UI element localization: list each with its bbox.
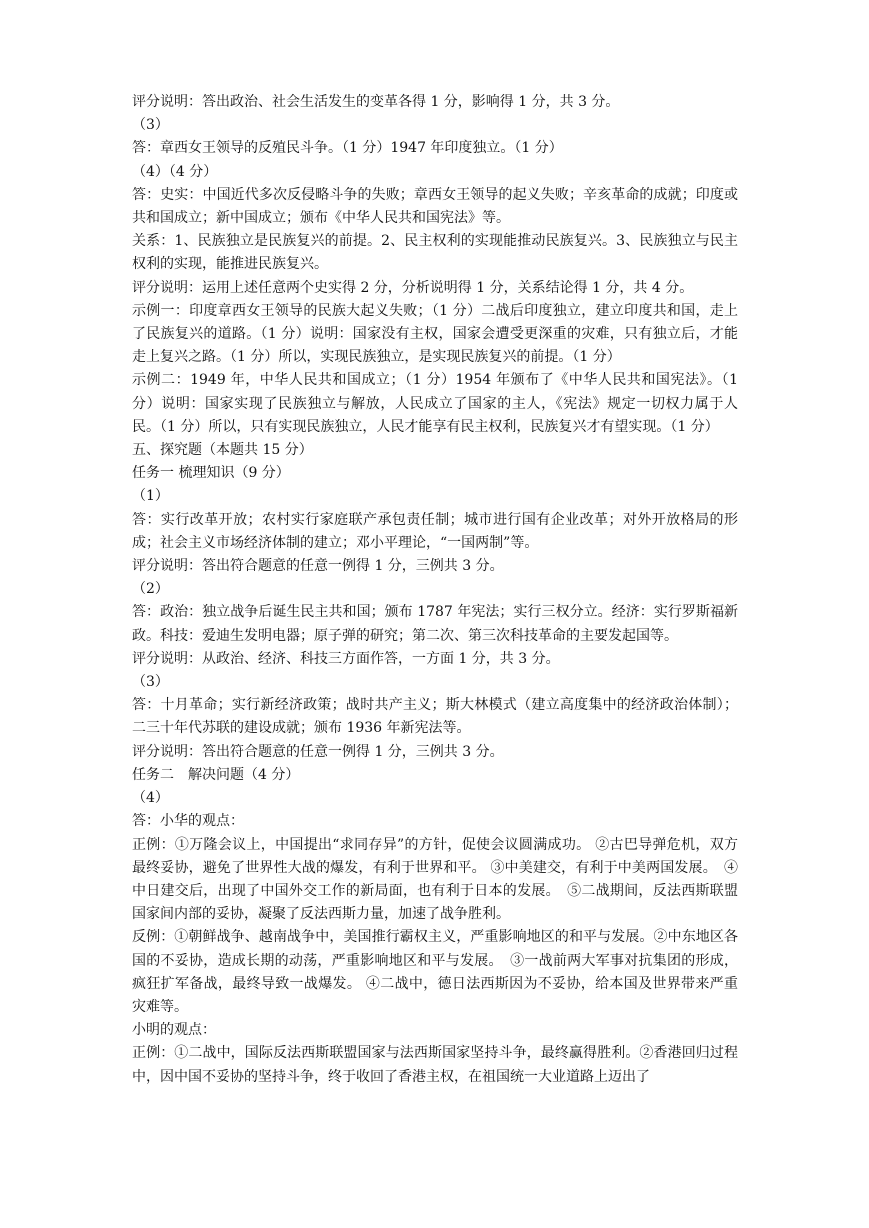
- text-paragraph: 正例：①二战中，国际反法西斯联盟国家与法西斯国家坚持斗争，最终赢得胜利。②香港回归过程中，因中国不妥协的坚持斗争，终于收回了香港主权，在祖国统一大业道路上迈出了: [132, 1045, 738, 1085]
- text-paragraph: 任务一 梳理知识（9 分）: [132, 465, 290, 482]
- text-paragraph: 示例一：印度章西女王领导的民族大起义失败；（1 分）二战后印度独立，建立印度共和国，走上了民族复兴的道路。（1 分）说明：国家没有主权，国家会遭受更深重的灾难，只有独立后，才能走上复兴之路。（1 分）所以，实现民族独立，是实现民族复兴的前提。（1 分）: [132, 302, 738, 366]
- text-paragraph: （4）（4 分）: [132, 163, 218, 180]
- text-paragraph: 反例：①朝鲜战争、越南战争中，美国推行霸权主义，严重影响地区的和平与发展。②中东地区各国的不妥协，造成长期的动荡，严重影响地区和平与发展。 ③一战前两大军事对抗集团的形成，疯狂扩军备战，最终导致一战爆发。 ④二战中，德日法西斯因为不妥协，给本国及世界带来严重灾难等。: [132, 929, 738, 1015]
- text-paragraph: 答：政治：独立战争后诞生民主共和国；颁布 1787 年宪法；实行三权分立。经济：实行罗斯福新政。科技：爱迪生发明电器；原子弹的研究；第二次、第三次科技革命的主要发起国等。: [132, 604, 738, 644]
- text-paragraph: 评分说明：从政治、经济、科技三方面作答，一方面 1 分，共 3 分。: [132, 650, 560, 667]
- text-paragraph: （1）: [132, 488, 169, 505]
- text-paragraph: 正例：①万隆会议上，中国提出“求同存异”的方针，促使会议圆满成功。 ②古巴导弹危机，双方最终妥协，避免了世界性大战的爆发，有利于世界和平。 ③中美建交，有利于中美两国发展。 ④中日建交后，出现了中国外交工作的新局面，也有利于日本的发展。 ⑤二战期间，反法西斯联盟国家间内部的妥协，凝聚了反法西斯力量，加速了战争胜利。: [132, 836, 738, 923]
- text-paragraph: （2）: [132, 581, 169, 598]
- answer-document: [132, 91, 738, 1089]
- text-paragraph: （4）: [132, 790, 169, 807]
- text-paragraph: 答：小华的观点：: [132, 813, 244, 830]
- text-paragraph: 答：十月革命；实行新经济政策；战时共产主义；斯大林模式（建立高度集中的经济政治体制）；二三十年代苏联的建设成就；颁布 1936 年新宪法等。: [132, 697, 738, 737]
- text-paragraph: （3）: [132, 117, 169, 134]
- text-paragraph: 评分说明：答出符合题意的任意一例得 1 分，三例共 3 分。: [132, 558, 504, 575]
- text-paragraph: 答：章西女王领导的反殖民斗争。（1 分）1947 年印度独立。（1 分）: [132, 140, 563, 157]
- text-paragraph: 小明的观点：: [132, 1022, 216, 1039]
- text-paragraph: 答：史实：中国近代多次反侵略斗争的失败；章西女王领导的起义失败；辛亥革命的成就；印度或共和国成立；新中国成立；颁布《中华人民共和国宪法》等。: [132, 186, 738, 227]
- text-paragraph: 答：实行改革开放；农村实行家庭联产承包责任制；城市进行国有企业改革；对外开放格局的形成；社会主义市场经济体制的建立；邓小平理论，“一国两制”等。: [132, 511, 738, 551]
- text-paragraph: 任务二 解决问题（4 分）: [132, 766, 300, 783]
- text-paragraph: 评分说明：运用上述任意两个史实得 2 分，分析说明得 1 分，关系结论得 1 分，共 4 分。: [132, 279, 694, 296]
- text-paragraph: 评分说明：答出符合题意的任意一例得 1 分，三例共 3 分。: [132, 743, 504, 760]
- text-paragraph: （3）: [132, 674, 169, 691]
- text-paragraph: 示例二：1949 年，中华人民共和国成立；（1 分）1954 年颁布了《中华人民共和国宪法》。（1 分）说明：国家实现了民族独立与解放，人民成立了国家的主人，《宪法》规定一切权力属于人民。（1 分）所以，只有实现民族独立，人民才能享有民主权利，民族复兴才有望实现。（1 分）: [132, 372, 738, 435]
- text-paragraph: 关系：1、民族独立是民族复兴的前提。2、民主权利的实现能推动民族复兴。3、民族独立与民主权利的实现，能推进民族复兴。: [132, 233, 738, 273]
- text-paragraph: 五、探究题（本题共 15 分）: [132, 442, 313, 459]
- text-paragraph: 评分说明：答出政治、社会生活发生的变革各得 1 分，影响得 1 分，共 3 分。: [132, 94, 620, 110]
